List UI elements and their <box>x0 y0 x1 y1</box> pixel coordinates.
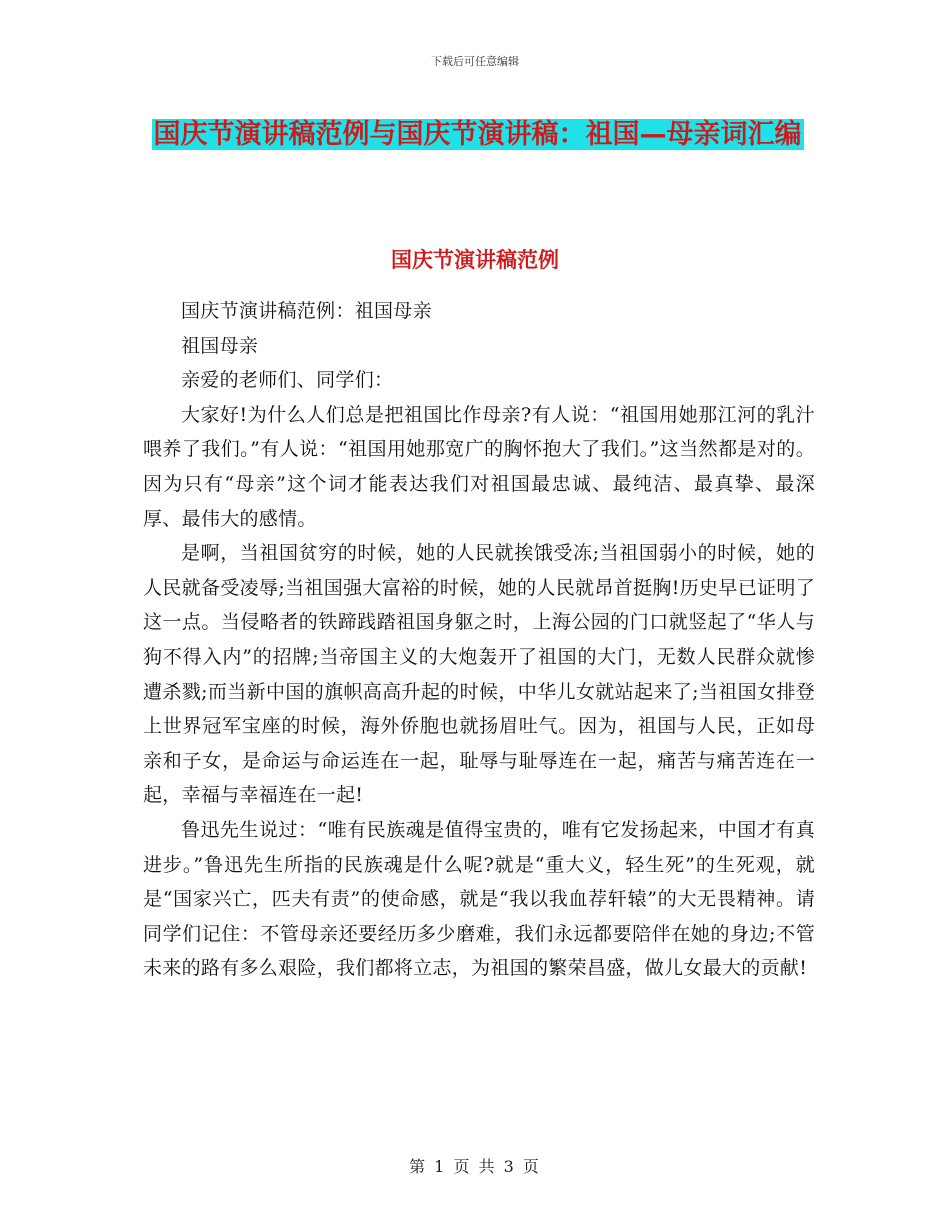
paragraph: 祖国母亲 <box>181 334 259 357</box>
document-body <box>143 294 815 986</box>
page-number-footer: 第 1 页 共 3 页 <box>409 1157 541 1176</box>
paragraph: 是啊，当祖国贫穷的时候，她的人民就挨饿受冻;当祖国弱小的时候，她的人民就备受凌辱;当祖国强大富裕的时候，她的人民就昂首挺胸!历史早已证明了这一点。当侵略者的铁蹄践踏祖国身躯之时，上海公园的门口就竖起了“华人与狗不得入内”的招牌;当帝国主义的大炮轰开了祖国的大门，无数人民群众就惨遭杀戮;而当新中国的旗帜高高升起的时候，中华儿女就站起来了;当祖国女排登上世界冠军宝座的时候，海外侨胞也就扬眉吐气。因为，祖国与人民，正如母亲和子女，是命运与命运连在一起，耻辱与耻辱连在一起，痛苦与痛苦连在一起，幸福与幸福连在一起! <box>143 542 815 807</box>
paragraph: 鲁迅先生说过：“唯有民族魂是值得宝贵的，唯有它发扬起来，中国才有真进步。”鲁迅先生所指的民族魂是什么呢?就是“重大义，轻生死”的生死观，就是“国家兴亡，匹夫有责”的使命感，就是“我以我血荐轩辕”的大无畏精神。请同学们记住：不管母亲还要经历多少磨难，我们永远都要陪伴在她的身边;不管未来的路有多么艰险，我们都将立志，为祖国的繁荣昌盛，做儿女最大的贡献! <box>143 818 815 980</box>
paragraph: 大家好!为什么人们总是把祖国比作母亲?有人说：“祖国用她那江河的乳汁喂养了我们。”有人说：“祖国用她那宽广的胸怀抱大了我们。”这当然都是对的。因为只有“母亲”这个词才能表达我们对祖国最忠诚、最纯洁、最真挚、最深厚、最伟大的感情。 <box>143 403 815 530</box>
document-title <box>145 110 810 160</box>
section-title: 国庆节演讲稿范例 <box>391 248 559 272</box>
document-title-text: 国庆节演讲稿范例与国庆节演讲稿：祖国—母亲词汇编 <box>153 119 802 150</box>
page-header-note: 下载后可任意编辑 <box>431 55 519 68</box>
paragraph: 国庆节演讲稿范例：祖国母亲 <box>181 300 432 322</box>
paragraph: 亲爱的老师们、同学们： <box>181 369 394 392</box>
